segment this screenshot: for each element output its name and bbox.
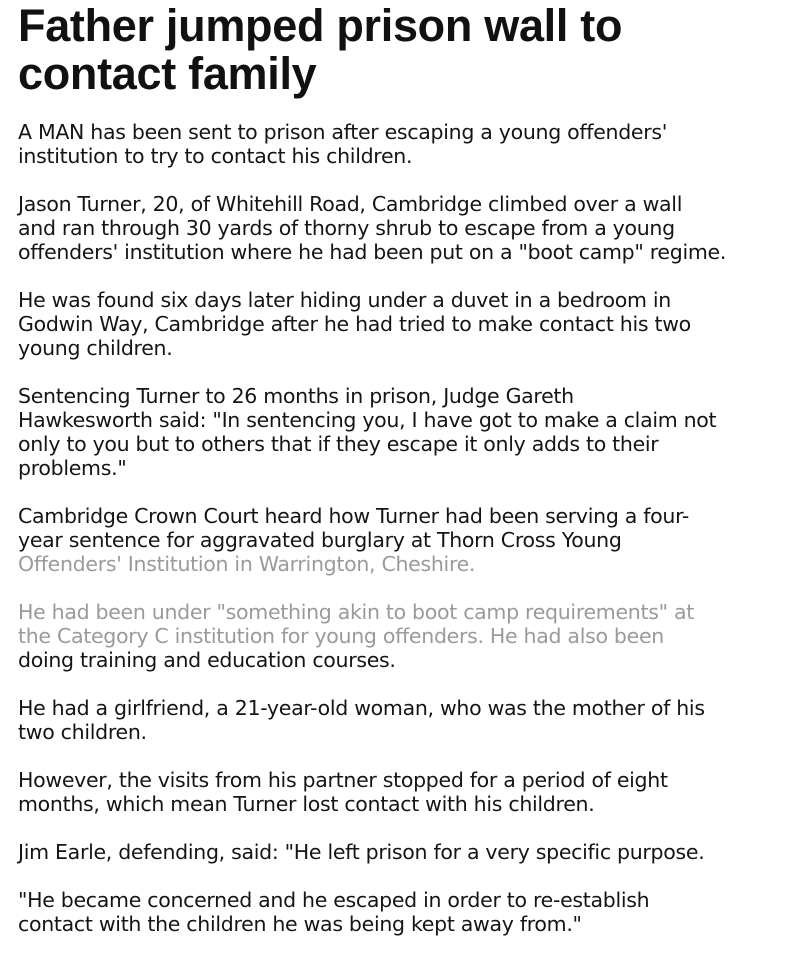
- paragraph-line: Sentencing Turner to 26 months in prison, Judge Gareth: [18, 384, 574, 408]
- article-paragraph: [18, 288, 780, 360]
- article-paragraph: [18, 384, 780, 480]
- paragraph-line: "He became concerned and he escaped in order to re-establish: [18, 888, 650, 912]
- paragraph-line: the Category C institution for young offenders. He had also been: [18, 624, 664, 648]
- paragraph-line: and ran through 30 yards of thorny shrub to escape from a young: [18, 216, 675, 240]
- paragraph-line: He was found six days later hiding under a duvet in a bedroom in: [18, 288, 671, 312]
- article-paragraph: [18, 192, 780, 264]
- paragraph-line: institution to try to contact his children.: [18, 144, 413, 168]
- paragraph-line: He had been under "something akin to boot camp requirements" at: [18, 600, 694, 624]
- paragraph-line: Hawkesworth said: "In sentencing you, I have got to make a claim not: [18, 408, 717, 432]
- paragraph-line: Offenders' Institution in Warrington, Cheshire.: [18, 552, 476, 576]
- article-paragraph: [18, 504, 780, 576]
- paragraph-line: only to you but to others that if they escape it only adds to their: [18, 432, 659, 456]
- headline-line: Father jumped prison wall to: [18, 0, 623, 51]
- paragraph-line: offenders' institution where he had been put on a "boot camp" regime.: [18, 240, 727, 264]
- paragraph-line: Godwin Way, Cambridge after he had tried to make contact his two: [18, 312, 691, 336]
- article-paragraph: [18, 120, 780, 168]
- article-paragraph: [18, 888, 780, 936]
- headline-line: contact family: [18, 48, 317, 99]
- article: [18, 0, 780, 960]
- paragraph-line: A MAN has been sent to prison after escaping a young offenders': [18, 120, 668, 144]
- paragraph-line: months, which mean Turner lost contact with his children.: [18, 792, 595, 816]
- paragraph-line: doing training and education courses.: [18, 648, 396, 672]
- paragraph-line: problems.": [18, 456, 127, 480]
- paragraph-line: year sentence for aggravated burglary at Thorn Cross Young: [18, 528, 622, 552]
- paragraph-line: contact with the children he was being kept away from.": [18, 912, 582, 936]
- paragraph-line: He had a girlfriend, a 21-year-old woman, who was the mother of his: [18, 696, 705, 720]
- paragraph-line: Cambridge Crown Court heard how Turner had been serving a four-: [18, 504, 690, 528]
- paragraph-line: young children.: [18, 336, 173, 360]
- article-paragraph: [18, 768, 780, 816]
- paragraph-line: two children.: [18, 720, 147, 744]
- paragraph-line: Jason Turner, 20, of Whitehill Road, Cambridge climbed over a wall: [18, 192, 683, 216]
- article-paragraph: [18, 600, 780, 672]
- article-paragraph: [18, 696, 780, 744]
- paragraph-line: However, the visits from his partner stopped for a period of eight: [18, 768, 668, 792]
- paragraph-line: Jim Earle, defending, said: "He left prison for a very specific purpose.: [18, 840, 705, 864]
- article-paragraph: [18, 840, 780, 864]
- article-headline: [18, 0, 780, 98]
- article-body: [18, 120, 780, 936]
